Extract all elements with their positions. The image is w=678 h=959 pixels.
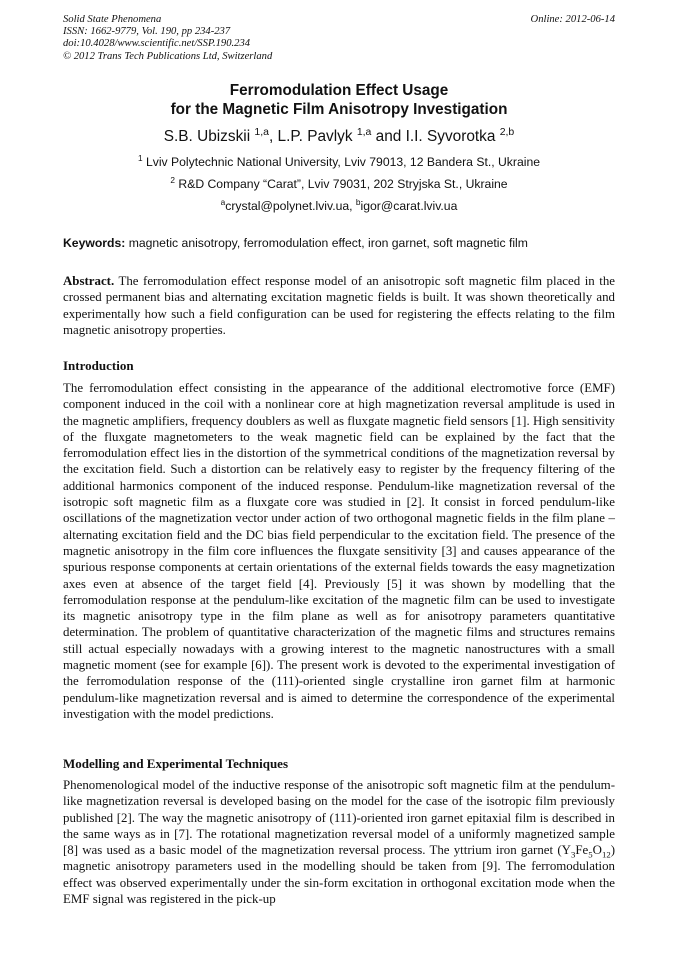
keywords-text: magnetic anisotropy, ferromodulation effect, iron garnet, soft magnetic film (125, 236, 528, 250)
author-affiliation-mark: 1,a (254, 126, 269, 138)
introduction-text: The ferromodulation effect consisting in the appearance of the additional electromotive force (EMF) component induced in the coil with a nonlinear core at high magnetization reversal amplitude is used in the magnetic amplifiers, frequency doublers as well as fluxgate magnetic field sensors [1]. High sensitivity of the fluxgate magnetometers to the weak magnetic field can be explained by the fact that the ferromodulation effect lies in the distortion of the symmetrical conditions of the magnetization reversal by the excitation field. Such a distortion can be relatively easy to register by the frequency filtering of the additional harmonics component of the induced response. Pendulum-like magnetization reversal of the isotropic soft magnetic film as a fluxgate core was studied in [2]. It consist in forced pendulum-like oscillations of the magnetization vector under action of two orthogonal magnetic fields in the film plane – alternating excitation field and the DC bias field perpendicular to the excitation field. The presence of the magnetic anisotropy in the film core influences the fluxgate sensitivity [3] and causes appearance of the spurious response components at certain orientations of the external fields towards the easy magnetization axes even at absence of the target field [4]. Previously [5] it was shown by modelling that the ferromodulation response at the pendulum-like excitation of the magnetic film can be used to investigate its magnetic anisotropy type in the film plane as well as for anisotropy parameters quantitative determination. The problem of quantitative characterization of the magnetic films and structures remains still actual especially nowadays with a growing interest to the magnetic nanostructures with a small magnetic moment (see for example [6]). The present work is devoted to the experimental investigation of the ferromodulation response of the (111)-oriented single crystalline iron garnet film at harmonic pendulum-like magnetization reversal and is aimed to determine the correspondence of the experimental investigation with the model predictions. (63, 381, 615, 721)
section-heading-introduction: Introduction (63, 358, 134, 373)
email-line (63, 196, 615, 213)
title-line-1: Ferromodulation Effect Usage (229, 82, 449, 99)
affiliation-1 (63, 152, 615, 169)
keywords-label: Keywords: (63, 236, 126, 250)
issn-line: ISSN: 1662-9779, Vol. 190, pp 234-237 (63, 26, 231, 38)
email-address: crystal@polynet.lviv.ua, (225, 199, 356, 213)
journal-header (63, 14, 615, 63)
author-affiliation-mark: 2,b (499, 126, 515, 138)
email-mark: a (220, 196, 226, 207)
affiliation-number: 2 (170, 174, 175, 185)
author-separator: , (268, 128, 278, 145)
affiliation-text: Lviv Polytechnic National University, Lviv 79013, 12 Bandera St., Ukraine (145, 155, 541, 169)
copyright-line: © 2012 Trans Tech Publications Ltd, Switzerland (63, 50, 273, 62)
journal-name: Solid State Phenomena (63, 14, 162, 25)
author-name: I.I. Syvorotka (405, 128, 496, 145)
abstract-text: The ferromodulation effect response model of an anisotropic soft magnetic film placed in the crossed permanent bias and alternating excitation magnetic fields is built. It was shown theoretically and experimentally how such a field configuration can be used for registering the effects relating to the film magnetic anisotropy properties. (63, 274, 615, 337)
email-mark: b (355, 196, 361, 207)
keywords (63, 236, 615, 250)
affiliation-2 (63, 174, 615, 191)
online-date: Online: 2012-06-14 (530, 14, 615, 25)
affiliation-number: 1 (137, 152, 143, 163)
modelling-text-part-1: Phenomenological model of the inductive response of the anisotropic soft magnetic film at the pendulum-like magnetization reversal is developed basing on the model for the case of the isotropic film previously published [2]. The way the magnetic anisotropy of (111)-oriented iron garnet epitaxial film is described in the same ways as in [7]. The rotational magnetization reversal model of a uniformly magnetized sample [8] was used as a basic model of the magnetization reversal process. The yttrium iron garnet ( (63, 778, 615, 858)
author-name: S.B. Ubizskii (163, 128, 251, 145)
chemical-formula: $Y_3Fe_5O_{12}$ (561, 843, 611, 860)
doi-line: doi:10.4028/www.scientific.net/SSP.190.234 (63, 38, 251, 50)
abstract-label: Abstract. (63, 274, 115, 288)
abstract (63, 273, 615, 338)
section-heading-modelling: Modelling and Experimental Techniques (63, 756, 289, 771)
author-affiliation-mark: 1,a (356, 126, 372, 138)
title-line-2: for the Magnetic Film Anisotropy Investigation (170, 100, 508, 118)
author-list (63, 128, 615, 146)
affiliation-text: R&D Company “Carat”, Lviv 79031, 202 Stryjska St., Ukraine (178, 177, 508, 191)
email-address: igor@carat.lviv.ua (360, 199, 458, 213)
modelling-text (63, 777, 615, 907)
author-name: L.P. Pavlyk (277, 128, 353, 145)
author-separator: and (371, 128, 406, 145)
modelling-text-part-2: ) magnetic anisotropy parameters used in the modelling should be taken from [9]. The ferromodulation effect was observed experimentally under the sin-form excitation in orthogonal excitation mode when the EMF signal was registered in the pick-up (63, 843, 615, 907)
paper-title (63, 82, 615, 119)
